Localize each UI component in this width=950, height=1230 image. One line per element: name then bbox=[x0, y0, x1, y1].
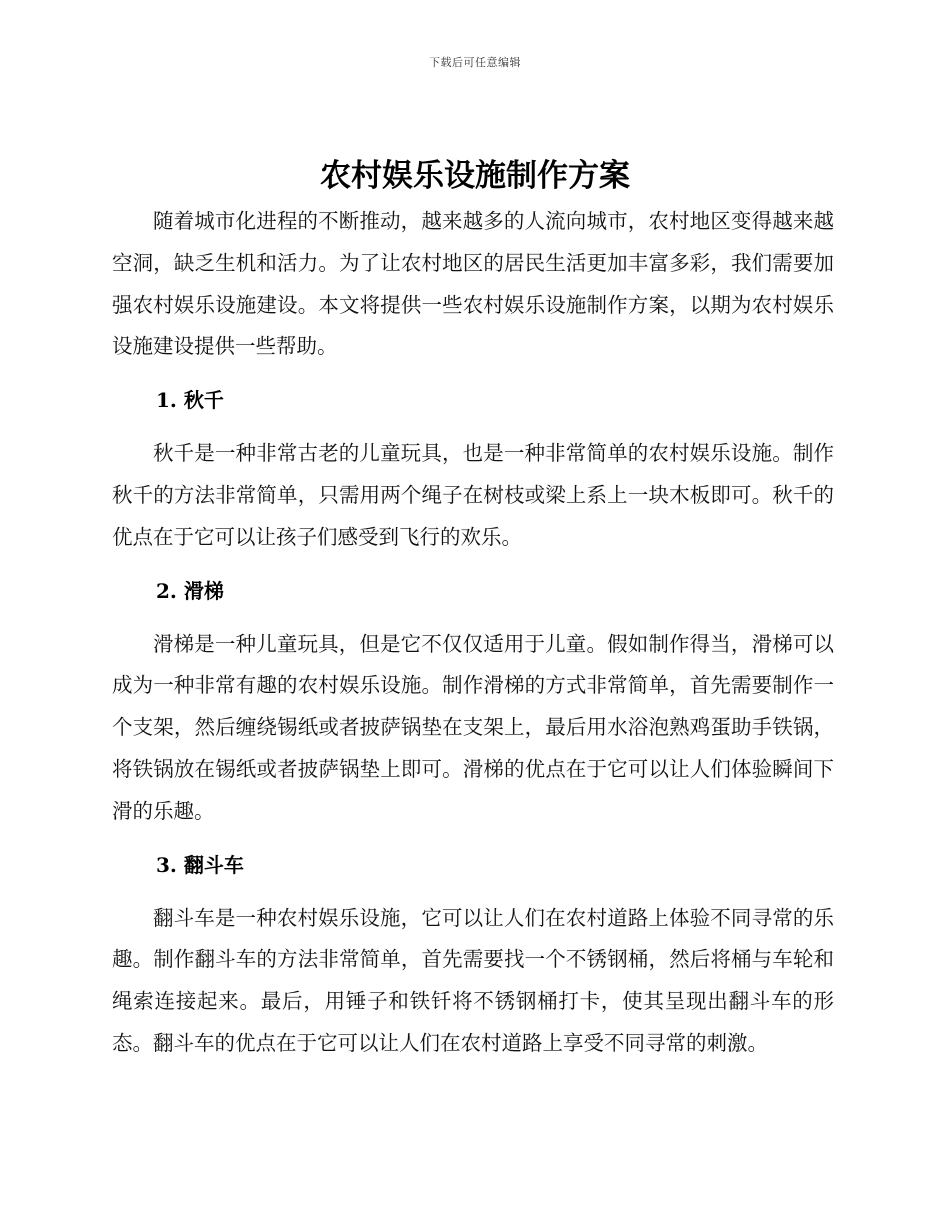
section-heading-swing: 1. 秋千 bbox=[156, 388, 224, 413]
section-heading-dump-truck: 3. 翻斗车 bbox=[156, 852, 244, 877]
section-body-swing: 秋千是一种非常古老的儿童玩具，也是一种非常简单的农村娱乐设施。制作秋千的方法非常简单，只需用两个绳子在树枝或梁上系上一块木板即可。秋千的优点在于它可以让孩子们感受到飞行的欢乐。 bbox=[112, 441, 834, 549]
page-header-note: 下载后可任意编辑 bbox=[429, 56, 521, 69]
document-body bbox=[112, 201, 834, 1065]
section-body-slide: 滑梯是一种儿童玩具，但是它不仅仅适用于儿童。假如制作得当，滑梯可以成为一种非常有趣的农村娱乐设施。制作滑梯的方式非常简单，首先需要制作一个支架，然后缠绕锡纸或者披萨锅垫在支架上，最后用水浴泡熟鸡蛋助手铁锅，将铁锅放在锡纸或者披萨锅垫上即可。滑梯的优点在于它可以让人们体验瞬间下滑的乐趣。 bbox=[112, 631, 834, 823]
intro-paragraph: 随着城市化进程的不断推动，越来越多的人流向城市，农村地区变得越来越空洞，缺乏生机和活力。为了让农村地区的居民生活更加丰富多彩，我们需要加强农村娱乐设施建设。本文将提供一些农村娱乐设施制作方案，以期为农村娱乐设施建设提供一些帮助。 bbox=[112, 209, 834, 359]
section-body-dump-truck: 翻斗车是一种农村娱乐设施，它可以让人们在农村道路上体验不同寻常的乐趣。制作翻斗车的方法非常简单，首先需要找一个不锈钢桶，然后将桶与车轮和绳索连接起来。最后，用锤子和铁钎将不锈钢桶打卡，使其呈现出翻斗车的形态。翻斗车的优点在于它可以让人们在农村道路上享受不同寻常的刺激。 bbox=[112, 905, 834, 1055]
section-heading-slide: 2. 滑梯 bbox=[156, 578, 224, 603]
document-title: 农村娱乐设施制作方案 bbox=[320, 158, 630, 194]
